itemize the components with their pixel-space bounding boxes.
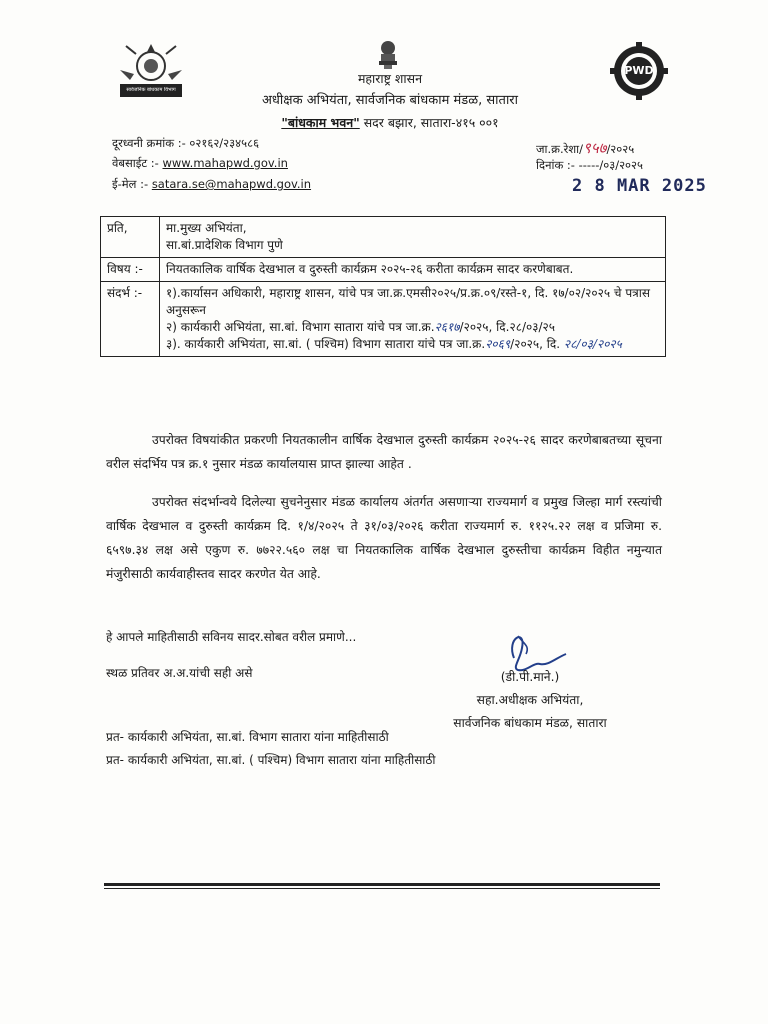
signer-title: सहा.अधीक्षक अभियंता, — [476, 693, 584, 707]
recipient-line2: सा.बां.प्रादेशिक विभाग पुणे — [166, 238, 283, 252]
recipient-cell — [160, 217, 666, 258]
reference-3 — [166, 336, 659, 353]
date-stamp: 2 8 MAR 2025 — [572, 176, 707, 196]
signature-block — [420, 666, 640, 735]
date-value: -----/०३/२०२५ — [578, 158, 644, 172]
national-emblem-icon — [376, 40, 400, 70]
reference-3-date-handwritten: २८/०३/२०२५ — [563, 337, 622, 351]
reference-2-date: /२०२५, दि.२८/०३/२५ — [459, 320, 555, 334]
subject-row — [101, 258, 666, 282]
reference-2-text: २) कार्यकारी अभियंता, सा.बां. विभाग सातारा यांचे पत्र जा.क्र. — [166, 320, 435, 334]
website-label: वेबसाईट :- — [112, 156, 159, 170]
references-cell — [160, 282, 666, 357]
reference-2-handwritten: २६१७ — [434, 320, 460, 334]
reference-number — [536, 138, 634, 158]
footer-rule-thin — [104, 888, 660, 889]
subject-label: विषय :- — [101, 258, 160, 282]
building-name: "बांधकाम भवन" — [281, 115, 360, 130]
phone-number: ०२१६२/२३४५८६ — [189, 136, 260, 150]
reference-2 — [166, 319, 659, 336]
copy-to-1: प्रत- कार्यकारी अभियंता, सा.बां. विभाग सातारा यांना माहितीसाठी — [106, 730, 389, 744]
signer-office: सार्वजनिक बांधकाम मंडळ, सातारा — [453, 716, 607, 730]
footer-rule — [104, 883, 660, 886]
recipient-line1: मा.मुख्य अभियंता, — [166, 221, 247, 235]
email-link[interactable]: satara.se@mahapwd.gov.in — [151, 177, 312, 191]
ref-no-suffix: /२०२५ — [606, 142, 635, 156]
header-office: अधीक्षक अभियंता, सार्वजनिक बांधकाम मंडळ, सातारा — [261, 93, 518, 108]
body-paragraph-2: उपरोक्त संदर्भान्वये दिलेल्या सुचनेनुसार मंडळ कार्यालय अंतर्गत असणाऱ्या राज्यमार्ग व प्रमुख जिल्हा मार्ग रस्त्यांची वार्षिक देखभाल व दुरुस्ती कार्यक्रम दि. १/४/२०२५ ते ३१/०३/२०२६ करीता राज्यमार्ग रु. ११२५.२२ लक्ष व प्रजिमा रु. ६५९७.३४ लक्ष असे एकुण रु. ७७२२.५६० लक्ष चा नियतकालिक वार्षिक देखभाल दुरुस्तीचा कार्यक्रम विहीत नमुन्यात मंजुरीसाठी कार्यवाहीस्तव सादर करणेत येत आहे. — [106, 495, 662, 581]
pwd-department-logo — [610, 42, 668, 100]
letter-header-table — [100, 216, 666, 357]
emblem-caption: सार्वजनिक बांधकाम विभाग — [126, 87, 176, 93]
recipient-row — [101, 217, 666, 258]
recipient-label: प्रति, — [101, 217, 160, 258]
website-link[interactable]: www.mahapwd.gov.in — [162, 156, 288, 170]
website-line — [112, 156, 288, 171]
reference-3-handwritten: २०६९ — [485, 337, 511, 351]
signer-name: (डी.पी.माने.) — [500, 670, 560, 684]
phone-label: दूरध्वनी क्रमांक :- — [112, 136, 186, 150]
pwd-logo-text: PWD — [624, 64, 654, 77]
ref-no-handwritten: ९५७ — [583, 139, 607, 157]
email-label: ई-मेल :- — [112, 177, 149, 191]
subject-text: नियतकालिक वार्षिक देखभाल व दुरुस्ती कार्यक्रम २०२५-२६ करीता कार्यक्रम सादर करणेबाबत. — [160, 258, 666, 282]
state-pwd-emblem — [112, 40, 190, 104]
reference-date — [536, 158, 643, 173]
references-row — [101, 282, 666, 357]
reference-3-text: ३). कार्यकारी अभियंता, सा.बां. ( पश्चिम) विभाग सातारा यांचे पत्र जा.क्र. — [166, 337, 486, 351]
ref-no-label: जा.क्र.रेशा/ — [536, 142, 584, 156]
office-copy-note: स्थळ प्रतिवर अ.अ.यांची सही असे — [106, 666, 253, 680]
email-line — [112, 177, 311, 192]
references-label: संदर्भ :- — [101, 282, 160, 357]
body-paragraph-1: उपरोक्त विषयांकीत प्रकरणी नियतकालीन वार्षिक देखभाल दुरुस्ती कार्यक्रम २०२५-२६ सादर करणेबाबतच्या सूचना वरील संदर्भिय पत्र क्र.१ नुसार मंडळ कार्यालयास प्राप्त झाल्या आहेत . — [106, 433, 662, 471]
info-line: हे आपले माहितीसाठी सविनय सादर.सोबत वरील प्रमाणे... — [106, 630, 357, 644]
reference-1: १).कार्यासन अधिकारी, महाराष्ट्र शासन, यांचे पत्र जा.क्र.एमसी२०२५/प्र.क्र.०९/रस्ते-१, दि. १७/०२/२०२५ चे पत्रास अनुसरून — [166, 286, 650, 317]
phone-line — [112, 136, 259, 151]
header-address — [180, 114, 600, 131]
header-government: महाराष्ट्र शासन — [357, 71, 423, 86]
date-label: दिनांक :- — [536, 158, 575, 172]
copy-to-2: प्रत- कार्यकारी अभियंता, सा.बां. ( पश्चिम) विभाग सातारा यांना माहितीसाठी — [106, 753, 436, 767]
address-rest: सदर बझार, सातारा-४१५ ००१ — [359, 115, 499, 130]
reference-3-date-label: /२०२५, दि. — [510, 337, 564, 351]
